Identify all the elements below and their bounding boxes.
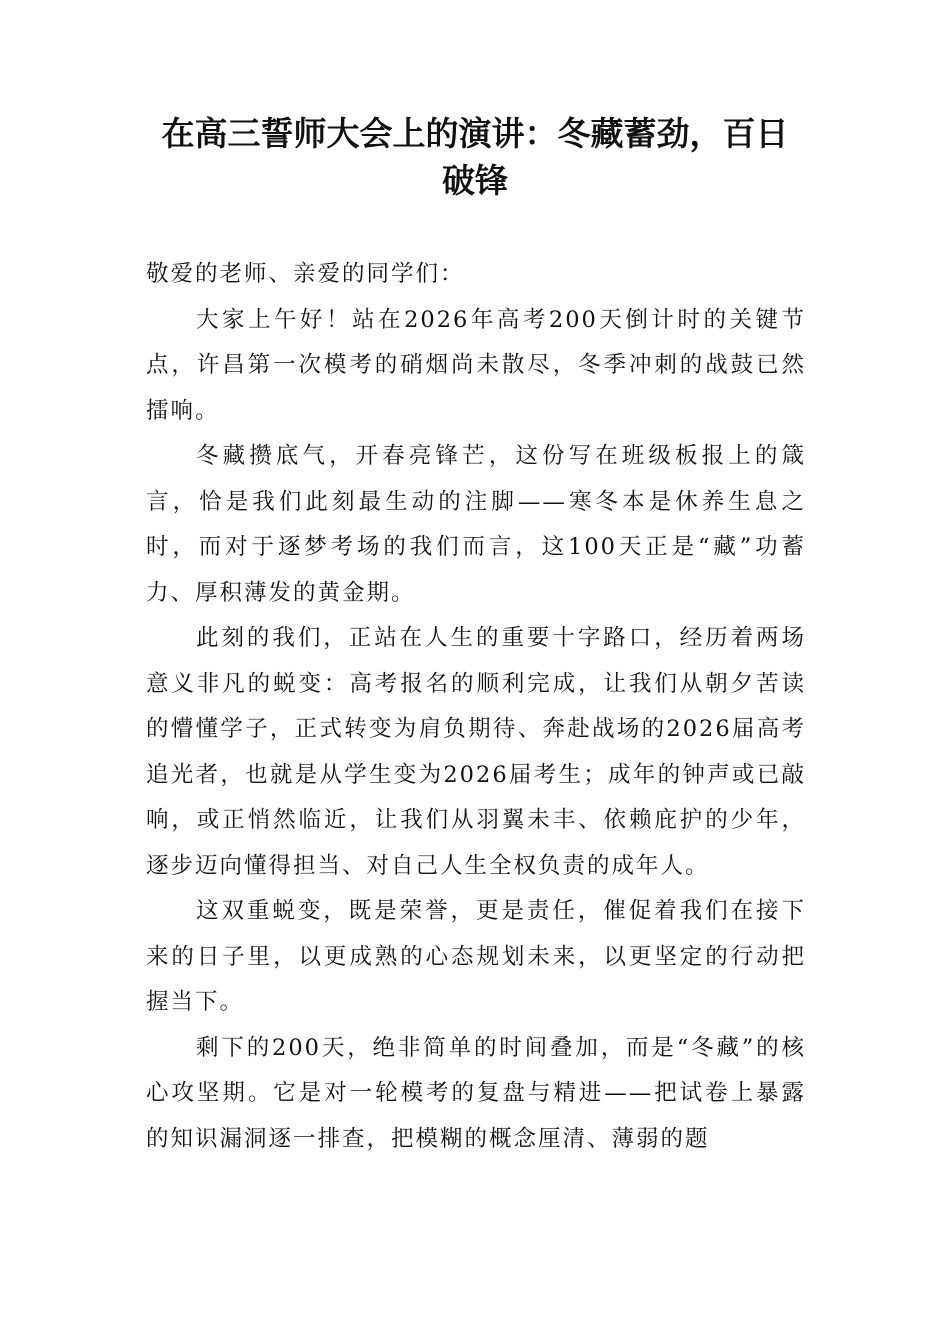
paragraph: 此刻的我们，正站在人生的重要十字路口，经历着两场意义非凡的蜕变：高考报名的顺利完成，让我们从朝夕苦读的懵懂学子，正式转变为肩负期待、奔赴战场的2026届高考追光者，也就是从学生变为2026届考生；成年的钟声或已敲响，或正悄然临近，让我们从羽翼未丰、依赖庇护的少年，逐步迈向懂得担当、对自己人生全权负责的成年人。 [146,625,806,879]
salutation: 敬爱的老师、亲爱的同学们： [146,261,465,287]
paragraph: 剩下的200天，绝非简单的时间叠加，而是“冬藏”的核心攻坚期。它是对一轮模考的复盘与精进——把试卷上暴露的知识漏洞逐一排查，把模糊的概念厘清、薄弱的题 [146,1034,806,1152]
document-title: 在高三誓师大会上的演讲：冬藏蓄劲，百日破锋 [161,114,789,200]
paragraph: 这双重蜕变，既是荣誉，更是责任，催促着我们在接下来的日子里，以更成熟的心态规划未来，以更坚定的行动把握当下。 [146,898,806,1015]
document-body [146,252,806,1162]
paragraph: 大家上午好！站在2026年高考200天倒计时的关键节点，许昌第一次模考的硝烟尚未散尽，冬季冲刺的战鼓已然擂响。 [146,306,806,424]
paragraph: 冬藏攒底气，开春亮锋芒，这份写在班级板报上的箴言，恰是我们此刻最生动的注脚——寒冬本是休养生息之时，而对于逐梦考场的我们而言，这100天正是“藏”功蓄力、厚积薄发的黄金期。 [146,443,806,606]
